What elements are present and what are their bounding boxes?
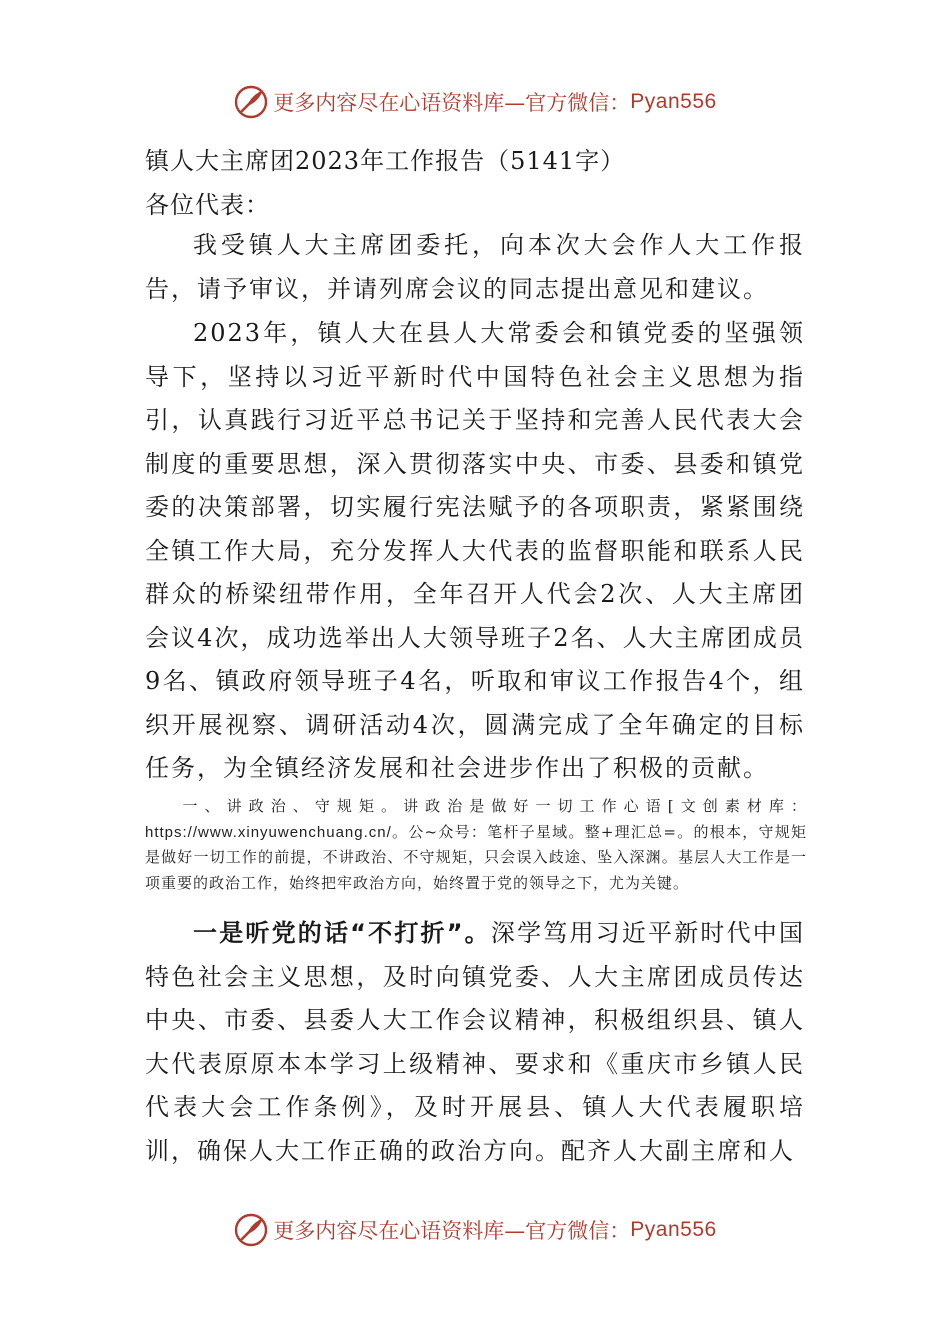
section-1-heading bbox=[145, 794, 807, 896]
quill-logo-icon bbox=[233, 84, 269, 120]
section-1-text-a: 一、讲政治、守规矩。讲政治是做好一切工作心语[文创素材库： bbox=[182, 797, 807, 815]
section-1-text-b: 。公~众号：笔杆子星域。整+理汇总=。的根本，守规矩是做好一切工作的前提，不讲政治、不守规矩，只会误入歧途、坠入深渊。基层人大工作是一项重要的政治工作，始终把牢政治方向，始终置于党的领导之下，尤为关键。 bbox=[145, 822, 807, 892]
paragraph-2: 2023年，镇人大在县人大常委会和镇党委的坚强领导下，坚持以习近平新时代中国特色社会主义思想为指引，认真践行习近平总书记关于坚持和完善人民代表大会制度的重要思想，深入贯彻落实中央、市委、县委和镇党委的决策部署，切实履行宪法赋予的各项职责，紧紧围绕全镇工作大局，充分发挥人大代表的监督职能和联系人民群众的桥梁纽带作用，全年召开人代会2次、人大主席团会议4次，成功选举出人大领导班子2名、人大主席团成员9名、镇政府领导班子4名，听取和审议工作报告4个，组织开展视察、调研活动4次，圆满完成了全年确定的目标任务，为全镇经济发展和社会进步作出了积极的贡献。 bbox=[145, 319, 805, 782]
banner-text: 更多内容尽在心语资料库—官方微信： bbox=[273, 91, 631, 115]
header-banner bbox=[0, 80, 950, 124]
source-link[interactable]: https://www.xinyuwenchuang.cn/ bbox=[145, 823, 392, 841]
footer-banner bbox=[0, 1208, 950, 1252]
paragraph-3 bbox=[145, 912, 805, 1173]
salutation: 各位代表： bbox=[145, 191, 270, 219]
paragraph-1: 我受镇人大主席团委托，向本次大会作人大工作报告，请予审议，并请列席会议的同志提出意见和建议。 bbox=[145, 231, 805, 303]
quill-logo-icon bbox=[233, 1212, 269, 1248]
paragraph-3-body: 深学笃用习近平新时代中国特色社会主义思想，及时向镇党委、人大主席团成员传达中央、市委、县委人大工作会议精神，积极组织县、镇人大代表原原本本学习上级精神、要求和《重庆市乡镇人民代表大会工作条例》，及时开展县、镇人大代表履职培训，确保人大工作正确的政治方向。配齐人大副主席和人 bbox=[145, 919, 806, 1165]
banner-text: 更多内容尽在心语资料库—官方微信： bbox=[273, 1219, 631, 1243]
banner-handle: Pyan556 bbox=[630, 1218, 717, 1241]
banner-handle: Pyan556 bbox=[630, 90, 717, 113]
document-title: 镇人大主席团2023年工作报告（5141字） bbox=[145, 147, 626, 175]
paragraph-3-lead: 一是听党的话“不打折”。 bbox=[193, 919, 491, 947]
